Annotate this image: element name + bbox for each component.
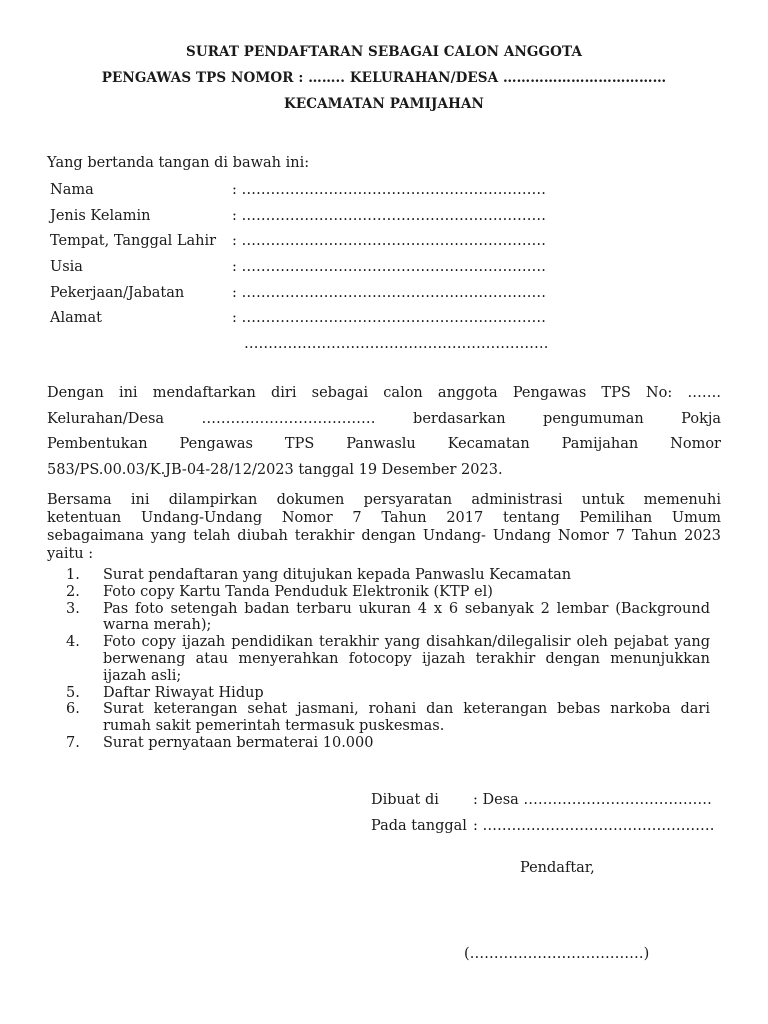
intro-text: Yang bertanda tangan di bawah ini: xyxy=(47,155,310,171)
date-value: : ………………………………………… xyxy=(473,818,715,834)
list-item xyxy=(66,567,710,584)
list-item xyxy=(66,685,710,702)
made-in-value: : Desa ………………………………… xyxy=(473,792,712,808)
list-item-text: Surat pendaftaran yang ditujukan kepada Panwaslu Kecamatan xyxy=(103,567,572,583)
attachment-line: ketentuan Undang-Undang Nomor 7 Tahun 2017 tentang Pemilihan Umum xyxy=(47,510,721,526)
field-value-gender: : ……………………………………………………… xyxy=(232,207,546,224)
attachment-line: yaitu : xyxy=(47,546,94,562)
list-item-number: 1. xyxy=(66,567,80,583)
list-item-number: 5. xyxy=(66,684,80,701)
registration-statement xyxy=(47,381,721,483)
attachment-line: Bersama ini dilampirkan dokumen persyaratan administrasi untuk memenuhi xyxy=(47,492,721,508)
list-item-number: 4. xyxy=(66,634,80,651)
field-value-birthplace-date: : ……………………………………………………… xyxy=(232,233,546,250)
field-value-occupation: : ……………………………………………………… xyxy=(232,284,546,301)
attachment-line: sebagaimana yang telah diubah terakhir dengan Undang- Undang Nomor 7 Tahun 2023 xyxy=(47,528,721,544)
field-value-name: : ……………………………………………………… xyxy=(232,182,546,198)
list-item xyxy=(66,584,710,601)
made-in-label: Dibuat di xyxy=(371,792,439,808)
field-label-address: Alamat xyxy=(50,310,102,327)
list-item-text: Surat pernyataan bermaterai 10.000 xyxy=(103,734,374,751)
list-item-text: Foto copy ijazah pendidikan terakhir yang disahkan/dilegalisir oleh pejabat yang berwenang atau menyerahkan fotocopy ijazah terakhir dengan menunjukkan ijazah asli; xyxy=(103,634,710,684)
list-item-text: Surat keterangan sehat jasmani, rohani dan keterangan bebas narkoba dari rumah sakit pemerintah termasuk puskesmas. xyxy=(103,701,710,735)
list-item xyxy=(66,601,710,635)
list-item xyxy=(66,735,710,752)
field-value-address-continuation: ……………………………………………………… xyxy=(244,336,549,353)
statement-line: 583/PS.00.03/K.JB-04-28/12/2023 tanggal 19 Desember 2023. xyxy=(47,461,503,478)
date-label: Pada tanggal xyxy=(371,818,467,834)
field-label-age: Usia xyxy=(50,259,83,276)
list-item-number: 7. xyxy=(66,734,80,751)
statement-line: Kelurahan/Desa ……………………………… berdasarkan pengumuman Pokja xyxy=(47,410,721,427)
requirements-list xyxy=(66,567,710,752)
letter-title-tps-line: PENGAWAS TPS NOMOR : …….. KELURAHAN/DESA ……………………………… xyxy=(101,70,667,86)
field-label-occupation: Pekerjaan/Jabatan xyxy=(50,284,185,301)
field-value-age: : ……………………………………………………… xyxy=(232,259,546,276)
statement-line: Pembentukan Pengawas TPS Panwaslu Kecamatan Pamijahan Nomor xyxy=(47,436,721,453)
letter-title-district: KECAMATAN PAMIJAHAN xyxy=(284,96,484,112)
field-label-birthplace-date: Tempat, Tanggal Lahir xyxy=(50,233,217,250)
list-item-text: Daftar Riwayat Hidup xyxy=(103,684,264,701)
list-item-text: Foto copy Kartu Tanda Penduduk Elektronik (KTP el) xyxy=(103,583,493,600)
field-value-address: : ……………………………………………………… xyxy=(232,310,546,327)
list-item xyxy=(66,701,710,735)
registrant-label: Pendaftar, xyxy=(520,860,595,876)
list-item-number: 2. xyxy=(66,583,80,600)
field-label-gender: Jenis Kelamin xyxy=(50,207,151,224)
statement-line: Dengan ini mendaftarkan diri sebagai calon anggota Pengawas TPS No: ……. xyxy=(47,385,721,401)
field-label-name: Nama xyxy=(50,182,94,198)
letter-title: SURAT PENDAFTARAN SEBAGAI CALON ANGGOTA xyxy=(185,44,583,60)
list-item-number: 6. xyxy=(66,701,80,718)
list-item xyxy=(66,634,710,684)
registrant-name-placeholder: (………………………………) xyxy=(464,946,650,962)
list-item-text: Pas foto setengah badan terbaru ukuran 4 x 6 sebanyak 2 lembar (Background warna merah); xyxy=(103,600,710,634)
attachment-statement xyxy=(47,491,721,563)
list-item-number: 3. xyxy=(66,600,80,617)
